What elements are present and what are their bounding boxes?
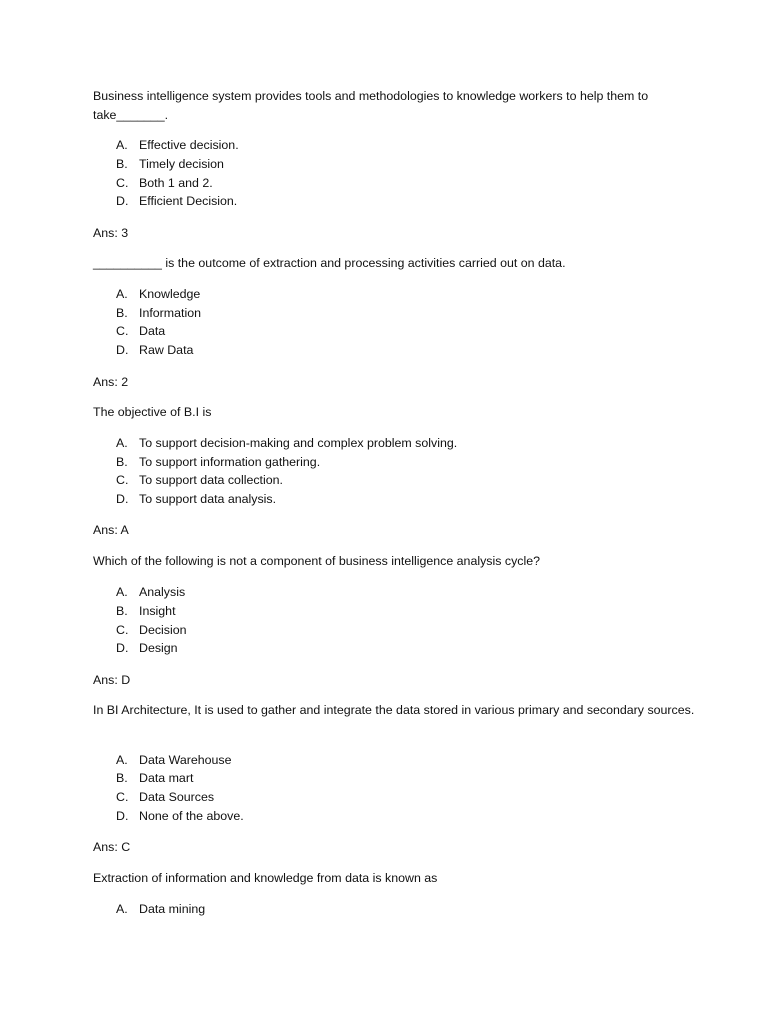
question-6 xyxy=(93,869,713,888)
option-text: Data mining xyxy=(139,902,206,916)
option-text: Effective decision. xyxy=(139,138,239,152)
answer-text: Ans: 3 xyxy=(93,226,129,240)
option-letter: A. xyxy=(116,138,128,152)
option-letter: B. xyxy=(116,157,128,171)
option-letter: D. xyxy=(116,194,129,208)
option-text: To support information gathering. xyxy=(139,455,321,469)
option-letter: D. xyxy=(116,641,129,655)
option-text: None of the above. xyxy=(139,809,244,823)
option-item xyxy=(116,639,178,658)
option-item xyxy=(116,807,244,826)
option-text: Decision xyxy=(139,623,187,637)
option-letter: A. xyxy=(116,902,128,916)
option-item xyxy=(116,583,185,602)
option-letter: C. xyxy=(116,790,129,804)
answer-text: Ans: C xyxy=(93,840,131,854)
option-text: To support decision-making and complex problem solving. xyxy=(139,436,458,450)
question-text: Extraction of information and knowledge from data is known as xyxy=(93,871,438,885)
option-text: Timely decision xyxy=(139,157,224,171)
option-text: To support data collection. xyxy=(139,473,283,487)
answer-4 xyxy=(93,671,713,690)
option-letter: A. xyxy=(116,753,128,767)
answer-text: Ans: D xyxy=(93,673,131,687)
option-item xyxy=(116,900,205,919)
option-item xyxy=(116,751,232,770)
option-letter: D. xyxy=(116,343,129,357)
option-text: Information xyxy=(139,306,201,320)
option-text: Data Sources xyxy=(139,790,215,804)
option-letter: A. xyxy=(116,287,128,301)
option-item xyxy=(116,471,283,490)
question-text: In BI Architecture, It is used to gather and integrate the data stored in various primary and secondary sources. xyxy=(93,703,695,717)
option-item xyxy=(116,453,320,472)
option-item xyxy=(116,490,276,509)
question-text: Which of the following is not a component of business intelligence analysis cycle? xyxy=(93,554,540,568)
option-item xyxy=(116,304,201,323)
question-5 xyxy=(93,701,713,720)
question-2 xyxy=(93,254,713,273)
option-item xyxy=(116,136,239,155)
option-letter: B. xyxy=(116,306,128,320)
option-letter: C. xyxy=(116,473,129,487)
answer-5 xyxy=(93,838,713,857)
option-letter: C. xyxy=(116,176,129,190)
option-text: Data mart xyxy=(139,771,194,785)
option-letter: A. xyxy=(116,436,128,450)
question-3 xyxy=(93,403,713,422)
option-item xyxy=(116,322,165,341)
option-item xyxy=(116,602,176,621)
option-item xyxy=(116,621,187,640)
option-item xyxy=(116,174,213,193)
option-item xyxy=(116,285,200,304)
option-item xyxy=(116,434,457,453)
option-letter: B. xyxy=(116,771,128,785)
option-item xyxy=(116,788,214,807)
option-text: Data xyxy=(139,324,166,338)
question-text: __________ is the outcome of extraction and processing activities carried out on data. xyxy=(93,256,566,270)
option-text: Insight xyxy=(139,604,176,618)
answer-2 xyxy=(93,373,713,392)
option-text: Efficient Decision. xyxy=(139,194,238,208)
option-letter: C. xyxy=(116,623,129,637)
option-text: Raw Data xyxy=(139,343,194,357)
answer-3 xyxy=(93,521,713,540)
answer-1 xyxy=(93,224,713,243)
option-text: Both 1 and 2. xyxy=(139,176,213,190)
option-letter: B. xyxy=(116,455,128,469)
option-item xyxy=(116,769,193,788)
answer-text: Ans: A xyxy=(93,523,129,537)
option-letter: D. xyxy=(116,492,129,506)
option-text: Data Warehouse xyxy=(139,753,232,767)
option-letter: B. xyxy=(116,604,128,618)
option-letter: A. xyxy=(116,585,128,599)
question-text: The objective of B.I is xyxy=(93,405,212,419)
option-text: To support data analysis. xyxy=(139,492,277,506)
option-item xyxy=(116,192,237,211)
option-letter: C. xyxy=(116,324,129,338)
option-item xyxy=(116,155,224,174)
option-text: Knowledge xyxy=(139,287,201,301)
option-text: Design xyxy=(139,641,178,655)
option-text: Analysis xyxy=(139,585,186,599)
question-text: Business intelligence system provides tools and methodologies to knowledge workers to help them to take_______. xyxy=(93,89,649,122)
answer-text: Ans: 2 xyxy=(93,375,129,389)
option-item xyxy=(116,341,193,360)
option-letter: D. xyxy=(116,809,129,823)
question-1 xyxy=(93,87,713,125)
question-4 xyxy=(93,552,713,571)
